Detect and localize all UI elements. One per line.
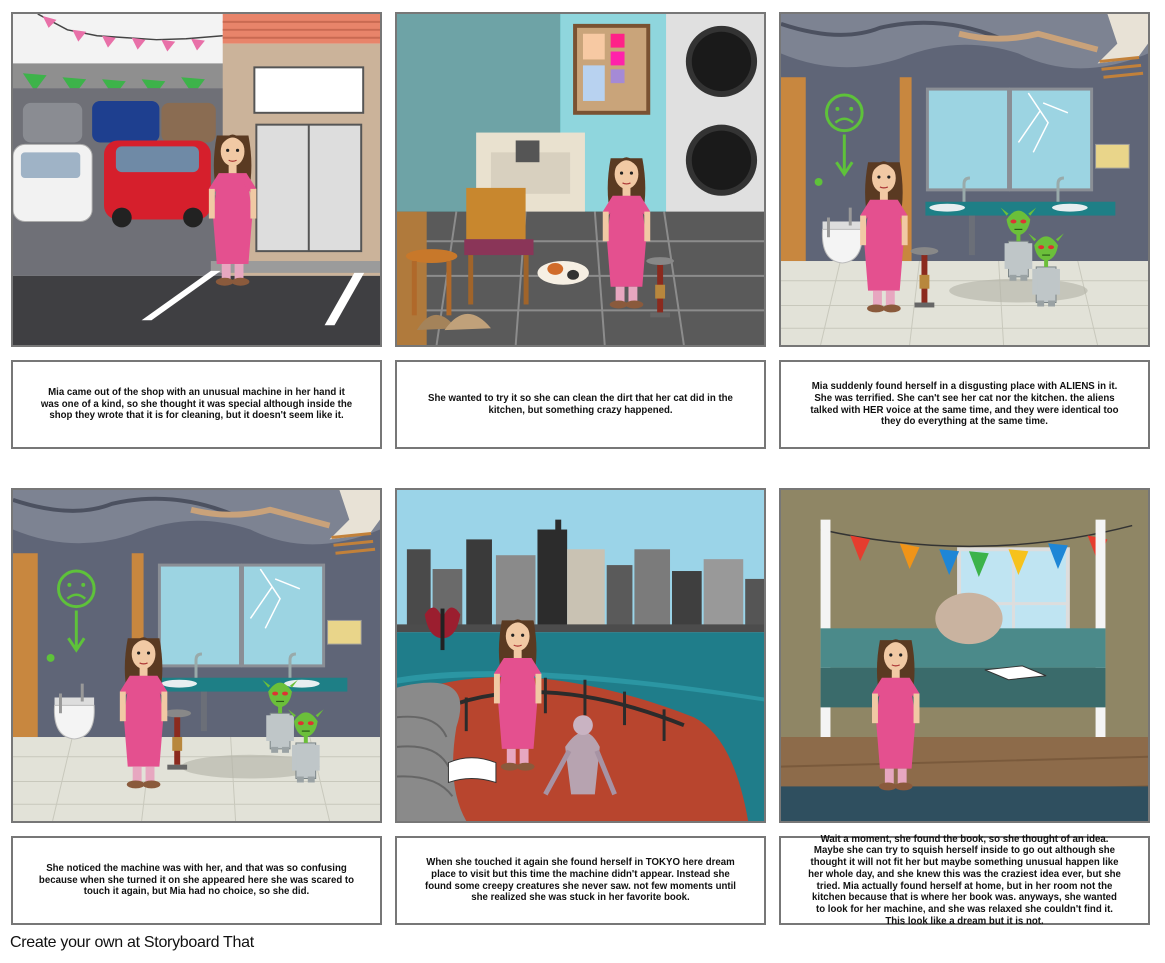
caption-4 — [11, 836, 382, 925]
footer-link[interactable]: Create your own at Storyboard That — [10, 934, 254, 951]
panel-6-bedroom — [779, 488, 1150, 823]
panel-1-parking-lot — [11, 12, 382, 347]
panel-2-kitchen — [395, 12, 766, 347]
panel-5-tokyo — [395, 488, 766, 823]
caption-6-text: Wait a moment, she found the book, so she thought of an idea. Maybe she can try to squish herself inside to go out although she thought it will not fit her but maybe something unusual happen like her whole day, and she knew this was the craziest idea ever, but she tried. Mia actually found herself at home, but in her room not the kitchen because that is where her book was. anyways, she wanted to look for her machine, and she was relaxed she couldn't find it. This look like a dream but it is not. — [808, 832, 1121, 927]
caption-2-text: She wanted to try it so she can clean the dirt that her cat did in the kitchen, but something crazy happened. — [428, 391, 733, 416]
caption-1-text: Mia came out of the shop with an unusual machine in her hand it was one of a kind, so she thought it was special although inside the shop they wrote that it is for cleaning, but it doesn't seem like it. — [40, 385, 353, 422]
caption-6 — [779, 832, 1150, 927]
caption-1 — [11, 360, 382, 449]
caption-5 — [395, 836, 766, 925]
caption-3 — [779, 360, 1150, 449]
caption-4-text: She noticed the machine was with her, and that was so confusing because when she turned it on she appeared here she was scared to touch it again, but Mia had no choice, so she did. — [38, 861, 355, 898]
panel-3-bathroom-aliens — [779, 12, 1150, 347]
panel-4-bathroom-machine — [11, 488, 382, 823]
caption-3-text: Mia suddenly found herself in a disgusting place with ALIENS in it. She was terrified. She can't see her cat nor the kitchen. the aliens talked with HER voice at the same time, and they were identical too they do everything at the same time. — [810, 380, 1119, 428]
caption-5-text: When she touched it again she found herself in TOKYO here dream place to visit but this time the machine didn't appear. Instead she found some creepy creatures she never saw. not few moments until she realized she was stuck in her favorite book. — [424, 856, 736, 904]
caption-2 — [395, 360, 766, 449]
